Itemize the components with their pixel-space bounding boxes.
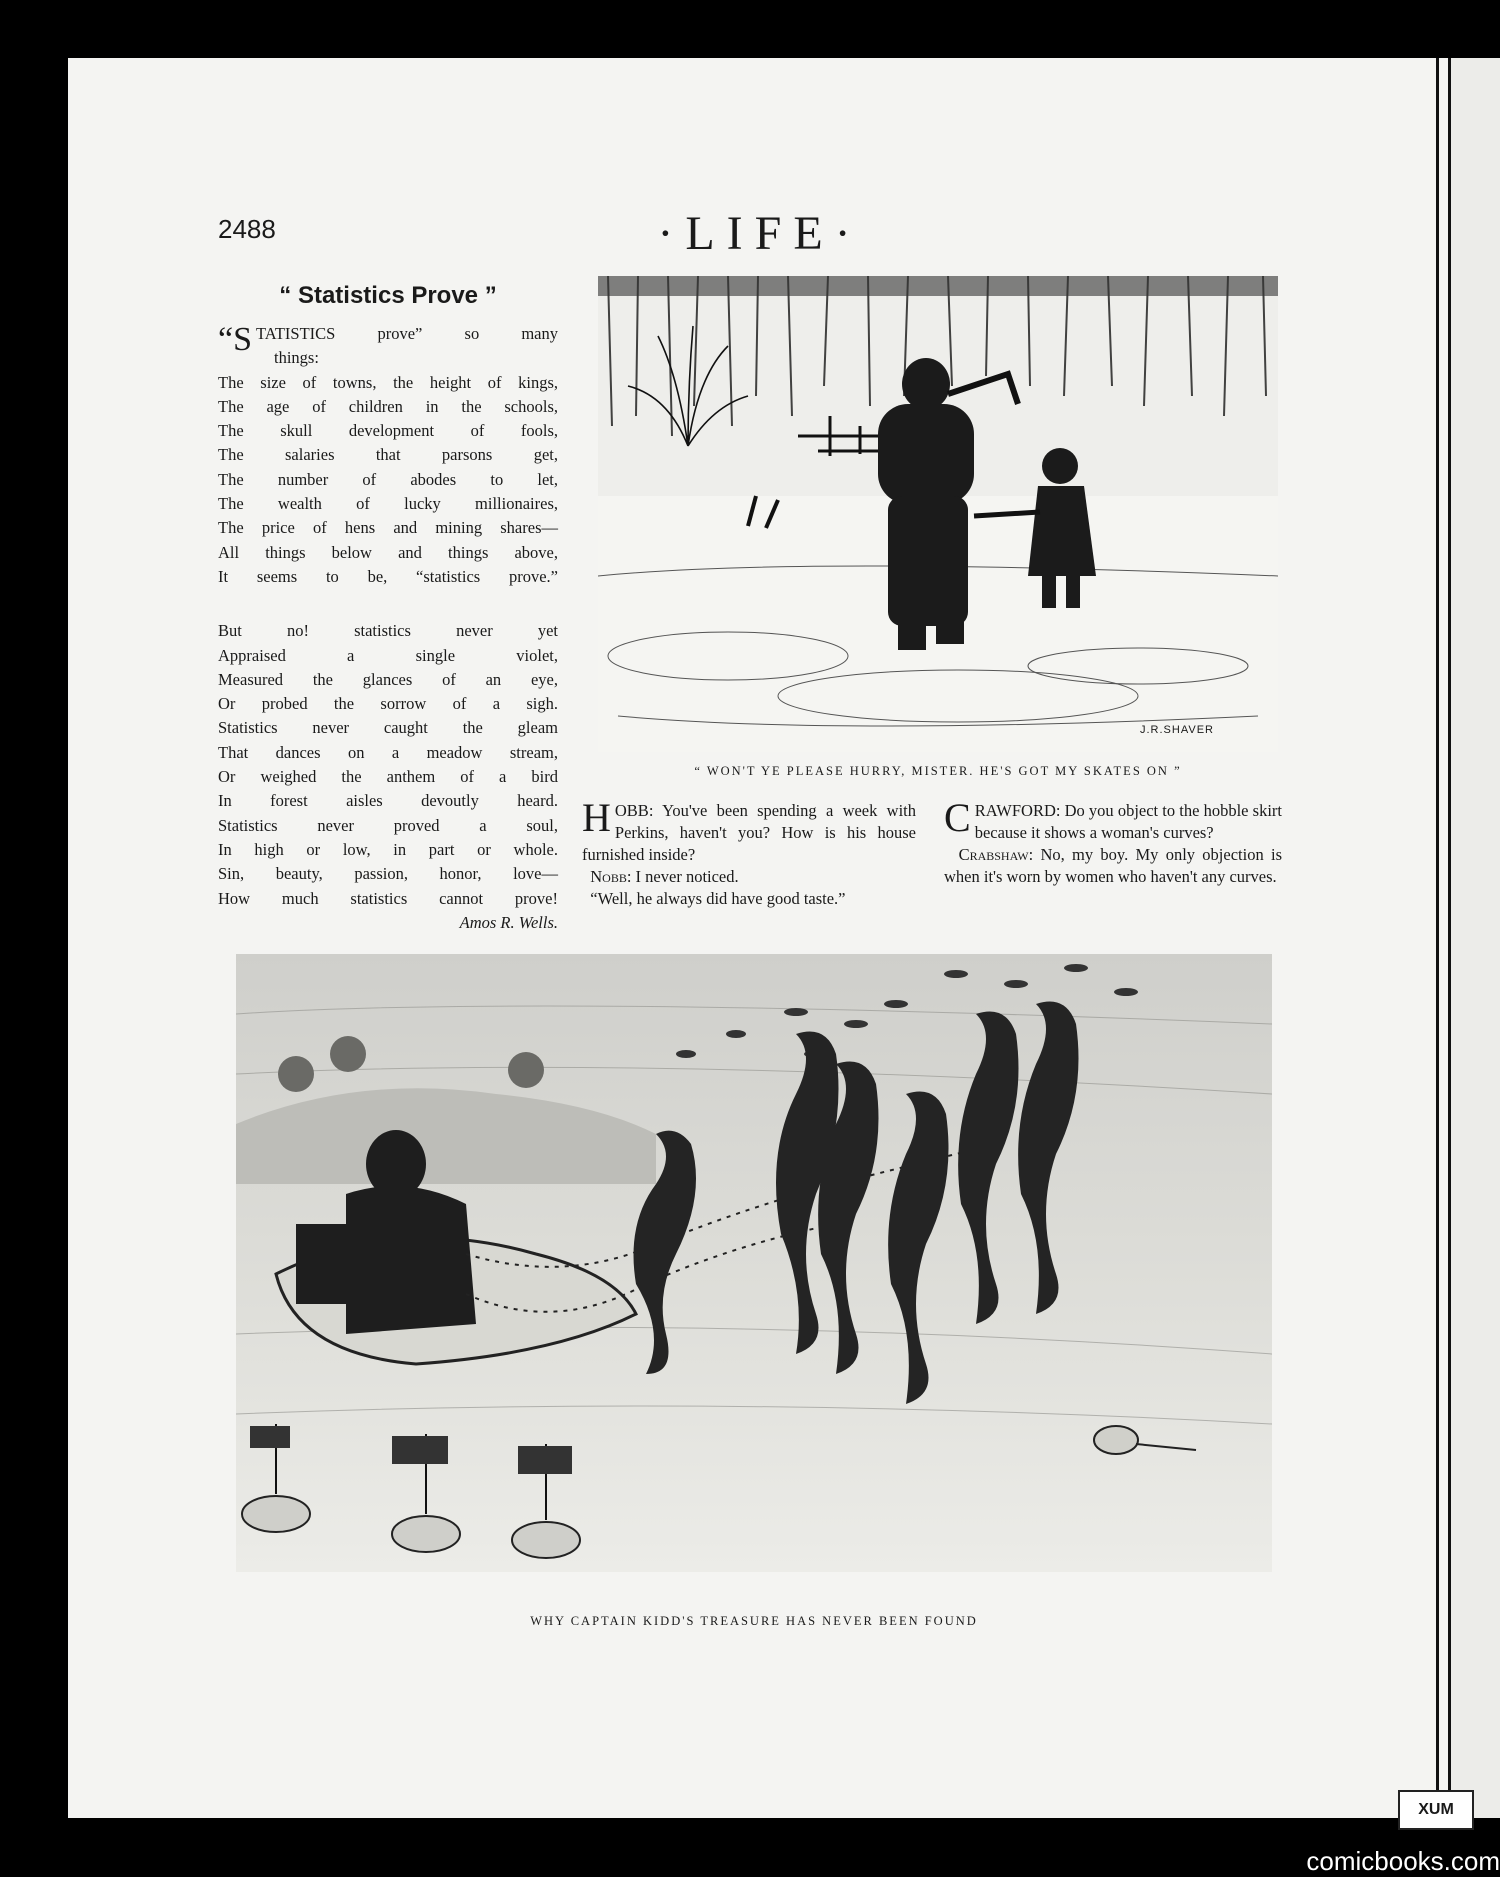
poem-title: “ Statistics Prove ” [279,282,497,309]
skating-cartoon-caption: “ WON'T YE PLEASE HURRY, MISTER. HE'S GOT MY SKATES ON ” [694,764,1182,778]
poem-line: Appraised a single violet, [218,645,558,665]
poem-line: But no! statistics never yet [218,621,558,641]
page-spine [1436,58,1439,1818]
poem-line: The skull development of fools, [218,421,558,441]
stanza-gap [218,589,558,619]
joke-text: OBB: You've been spending a week with Perkins, haven't you? How is his house furnished inside? [582,801,916,864]
poem-line: It seems to be, “statistics prove.” [218,566,558,586]
poem-body [218,322,558,935]
poem-line: Or probed the sorrow of a sigh. [218,694,558,714]
joke-text: : No, my boy. My only objection is when it's worn by women who haven't any curves. [944,845,1282,886]
joke-drop-cap: H [582,795,611,840]
joke-speaker: Crabshaw [958,845,1029,864]
joke-text: : I never noticed. [626,867,739,886]
poem-line: How much statistics cannot prove! [218,888,558,908]
poem-line: The salaries that parsons get, [218,445,558,465]
facing-page-edge [1448,58,1500,1818]
page-number: 2488 [218,214,276,244]
masthead: ·LIFE· [657,207,863,260]
poem-line: Sin, beauty, passion, honor, love— [218,864,558,884]
poem-signature: Amos R. Wells. [459,912,558,932]
joke-text: RAWFORD: Do you object to the hobble skirt because it shows a woman's curves? [974,801,1282,842]
poem-line: In high or low, in part or whole. [218,839,558,859]
poem-line: The age of children in the schools, [218,396,558,416]
poem-line: Statistics never proved a soul, [218,815,558,835]
poem-line: things: [274,348,319,368]
archive-stamp: XUM [1398,1790,1474,1830]
joke-crawford-crabshaw [944,795,1282,888]
poem-line: In forest aisles devoutly heard. [218,791,558,811]
poem-drop-cap: “S [218,321,252,358]
skating-scene-drawing [598,276,1278,752]
artist-signature: J.R.SHAVER [1140,724,1214,736]
undersea-scene-drawing [236,954,1272,1572]
site-watermark: comicbooks.com [1306,1846,1500,1876]
joke-speaker: Nobb [590,867,627,886]
poem-line: Or weighed the anthem of a bird [218,767,558,787]
captain-kidd-illustration [236,954,1272,1572]
poem-line: All things below and things above, [218,542,558,562]
captain-kidd-caption: WHY CAPTAIN KIDD'S TREASURE HAS NEVER BEEN FOUND [530,1614,978,1628]
joke-drop-cap: C [944,795,971,840]
poem-line: That dances on a meadow stream, [218,742,558,762]
poem-line: The number of abodes to let, [218,469,558,489]
poem-line: Statistics never caught the gleam [218,718,558,738]
poem-line: Measured the glances of an eye, [218,669,558,689]
poem-line: TATISTICS prove” so many [256,324,558,343]
poem-line: The size of towns, the height of kings, [218,372,558,392]
joke-hobb-nobb [582,795,916,910]
poem-line: The price of hens and mining shares— [218,518,558,538]
skating-cartoon-illustration [598,276,1278,752]
joke-text: “Well, he always did have good taste.” [590,889,846,908]
poem-line: The wealth of lucky millionaires, [218,494,558,514]
